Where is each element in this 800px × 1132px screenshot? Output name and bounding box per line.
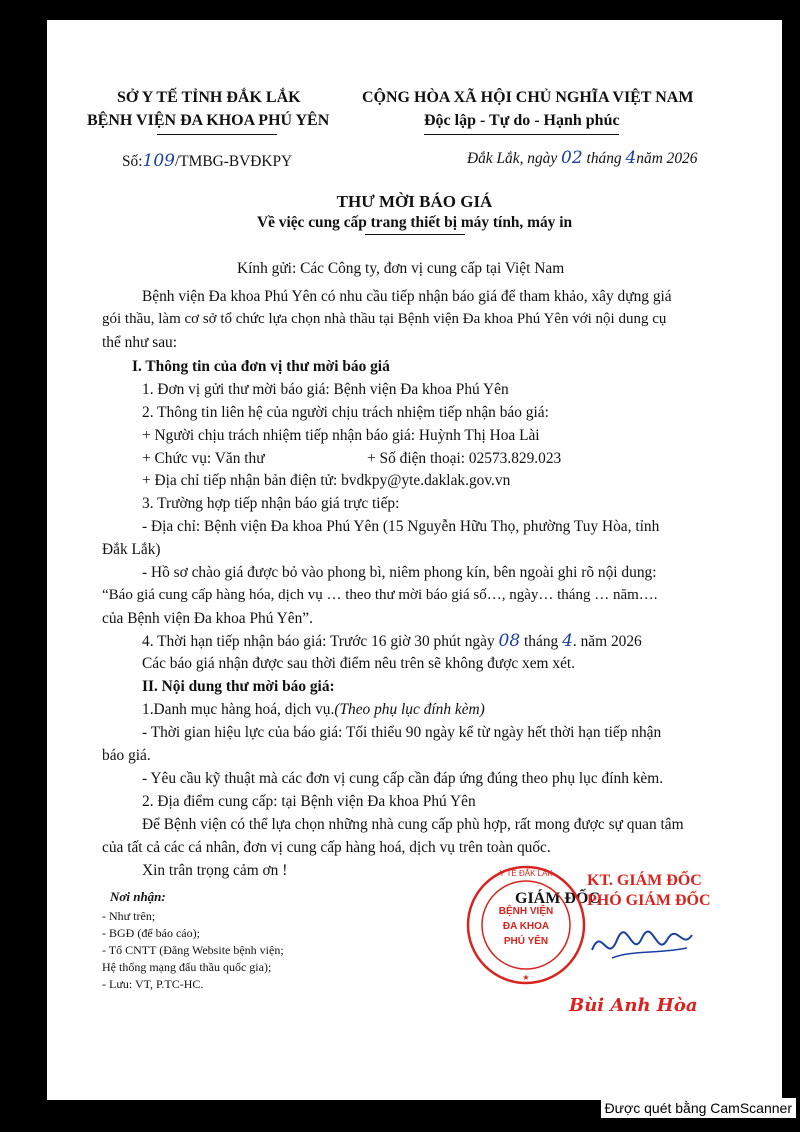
recipient-item: - Tổ CNTT (Đăng Website bệnh viện; <box>102 943 284 957</box>
document-title: THƯ MỜI BÁO GIÁ <box>336 192 493 211</box>
stamp-line-3: PHÚ YÊN <box>503 936 549 947</box>
s2-line-4: - Yêu cầu kỹ thuật mà các đơn vị cung cấp cần đáp ứng đúng theo phụ lục đính kèm. <box>142 770 664 787</box>
date-mid: tháng <box>586 150 622 167</box>
s1-line-6: 3. Trường hợp tiếp nhận báo giá trực tiếp: <box>142 495 400 512</box>
kt-director-label: KT. GIÁM ĐỐC <box>587 872 702 889</box>
s1-line-10: “Báo giá cung cấp hàng hóa, dịch vụ … theo thư mời báo giá số…, ngày… tháng … năm…. <box>102 587 658 603</box>
greeting: Kính gửi: Các Công ty, đơn vị cung cấp tại Việt Nam <box>237 260 565 277</box>
recipient-item: Hệ thống mạng đấu thầu quốc gia); <box>102 960 272 974</box>
s1-line-11: của Bệnh viện Đa khoa Phú Yên”. <box>102 610 313 627</box>
recipient-item: - Lưu: VT, P.TC-HC. <box>102 977 204 991</box>
subtitle-underline <box>365 234 465 235</box>
intro-line-1: Bệnh viện Đa khoa Phú Yên có nhu cầu tiếp nhận báo giá để tham khảo, xây dựng giá <box>142 288 672 305</box>
intro-line-2: gói thầu, làm cơ sở tổ chức lựa chọn nhà thầu tại Bệnh viện Đa khoa Phú Yên với nội dung cụ <box>102 311 667 327</box>
s1-line-4-phone: + Số điện thoại: 02573.829.023 <box>367 450 562 467</box>
handwritten-signature-icon <box>587 920 697 970</box>
deadline-prefix: 4. Thời hạn tiếp nhận báo giá: Trước 16 giờ 30 phút ngày <box>142 633 495 650</box>
intro-line-3: thể như sau: <box>102 334 178 351</box>
s2-line-1-note: (Theo phụ lục đính kèm) <box>334 701 485 718</box>
deadline-post: . năm 2026 <box>572 633 642 650</box>
hospital-stamp-icon <box>463 862 589 988</box>
date-suffix: năm 2026 <box>636 150 698 167</box>
s1-line-9: - Hồ sơ chào giá được bỏ vào phong bì, niêm phong kín, bên ngoài ghi rõ nội dung: <box>142 564 657 581</box>
s1-line-5-email: + Địa chỉ tiếp nhận bản điện tử: bvdkpy@yte.daklak.gov.vn <box>142 472 511 489</box>
header-left-underline <box>157 134 277 135</box>
national-motto: Độc lập - Tự do - Hạnh phúc <box>424 112 620 129</box>
s1-line-1: 1. Đơn vị gửi thư mời báo giá: Bệnh viện Đa khoa Phú Yên <box>142 381 509 398</box>
number-prefix: Số: <box>122 153 143 170</box>
department-name: SỞ Y TẾ TỈNH ĐẮK LẮK <box>117 89 301 106</box>
country-name: CỘNG HÒA XÃ HỘI CHỦ NGHĨA VIỆT NAM <box>362 89 694 106</box>
hospital-name: BỆNH VIỆN ĐA KHOA PHÚ YÊN <box>87 112 330 129</box>
scanned-document-page <box>47 20 782 1100</box>
camscanner-watermark: Được quét bằng CamScanner <box>601 1098 796 1118</box>
recipient-item: - BGĐ (để báo cáo); <box>102 926 200 940</box>
s2-line-2: - Thời gian hiệu lực của báo giá: Tối thiểu 90 ngày kể từ ngày hết thời hạn tiếp nhận <box>142 724 662 741</box>
deadline-mid: tháng <box>524 633 559 650</box>
svg-text:★: ★ <box>522 973 530 982</box>
date-prefix: Đắk Lắk, ngày <box>467 150 558 167</box>
recipient-item: - Như trên; <box>102 909 156 923</box>
document-number <box>122 151 292 171</box>
stamp-line-2: ĐA KHOA <box>502 921 550 932</box>
recipients-list <box>102 908 284 993</box>
director-label: GIÁM ĐỐC <box>515 890 600 907</box>
s2-line-6: Để Bệnh viện có thể lựa chọn những nhà cung cấp phù hợp, rất mong được sự quan tâm <box>142 816 684 833</box>
s2-line-1-text: 1.Danh mục hàng hoá, dịch vụ. <box>142 701 335 718</box>
document-subtitle: Về việc cung cấp trang thiết bị máy tính, máy in <box>256 214 573 231</box>
number-suffix: /TMBG-BVĐKPY <box>174 153 293 170</box>
s2-line-7: của tất cả các cá nhân, đơn vị cung cấp hàng hoá, dịch vụ trên toàn quốc. <box>102 839 551 856</box>
s2-line-8-thanks: Xin trân trọng cảm ơn ! <box>142 862 288 879</box>
issue-date <box>467 148 697 168</box>
deadline-month-handwritten: 4 <box>562 631 573 651</box>
deadline-day-handwritten: 08 <box>498 631 521 651</box>
s1-line-4-position: + Chức vụ: Văn thư <box>142 450 265 467</box>
signer-name: Bùi Anh Hòa <box>569 995 698 1016</box>
s1-line-7-address: - Địa chỉ: Bệnh viện Đa khoa Phú Yên (15 Nguyễn Hữu Thọ, phường Tuy Hòa, tỉnh <box>142 518 660 535</box>
s2-line-3: báo giá. <box>102 747 151 764</box>
s1-line-2: 2. Thông tin liên hệ của người chịu trách nhiệm tiếp nhận báo giá: <box>142 404 549 421</box>
date-month-handwritten: 4 <box>625 148 637 168</box>
stamp-line-1: BỆNH VIỆN <box>498 906 554 917</box>
recipients-title: Nơi nhận: <box>110 889 166 904</box>
number-handwritten: 109 <box>142 151 175 171</box>
date-day-handwritten: 02 <box>561 148 583 168</box>
s1-line-3: + Người chịu trách nhiệm tiếp nhận báo giá: Huỳnh Thị Hoa Lài <box>142 427 540 444</box>
s1-line-13: Các báo giá nhận được sau thời điểm nêu trên sẽ không được xem xét. <box>142 655 576 672</box>
stamp-ring-text: Y TẾ ĐẮK LẮK <box>499 869 553 878</box>
s2-line-1 <box>142 701 485 719</box>
s2-line-5: 2. Địa điểm cung cấp: tại Bệnh viện Đa khoa Phú Yên <box>142 793 476 810</box>
s1-line-12-deadline <box>142 631 642 651</box>
section-1-title: I. Thông tin của đơn vị thư mời báo giá <box>132 358 390 375</box>
section-2-title: II. Nội dung thư mời báo giá: <box>142 678 335 695</box>
deputy-director-label: PHÓ GIÁM ĐỐC <box>587 892 711 909</box>
motto-underline <box>424 134 619 135</box>
s1-line-8: Đắk Lắk) <box>102 541 161 558</box>
